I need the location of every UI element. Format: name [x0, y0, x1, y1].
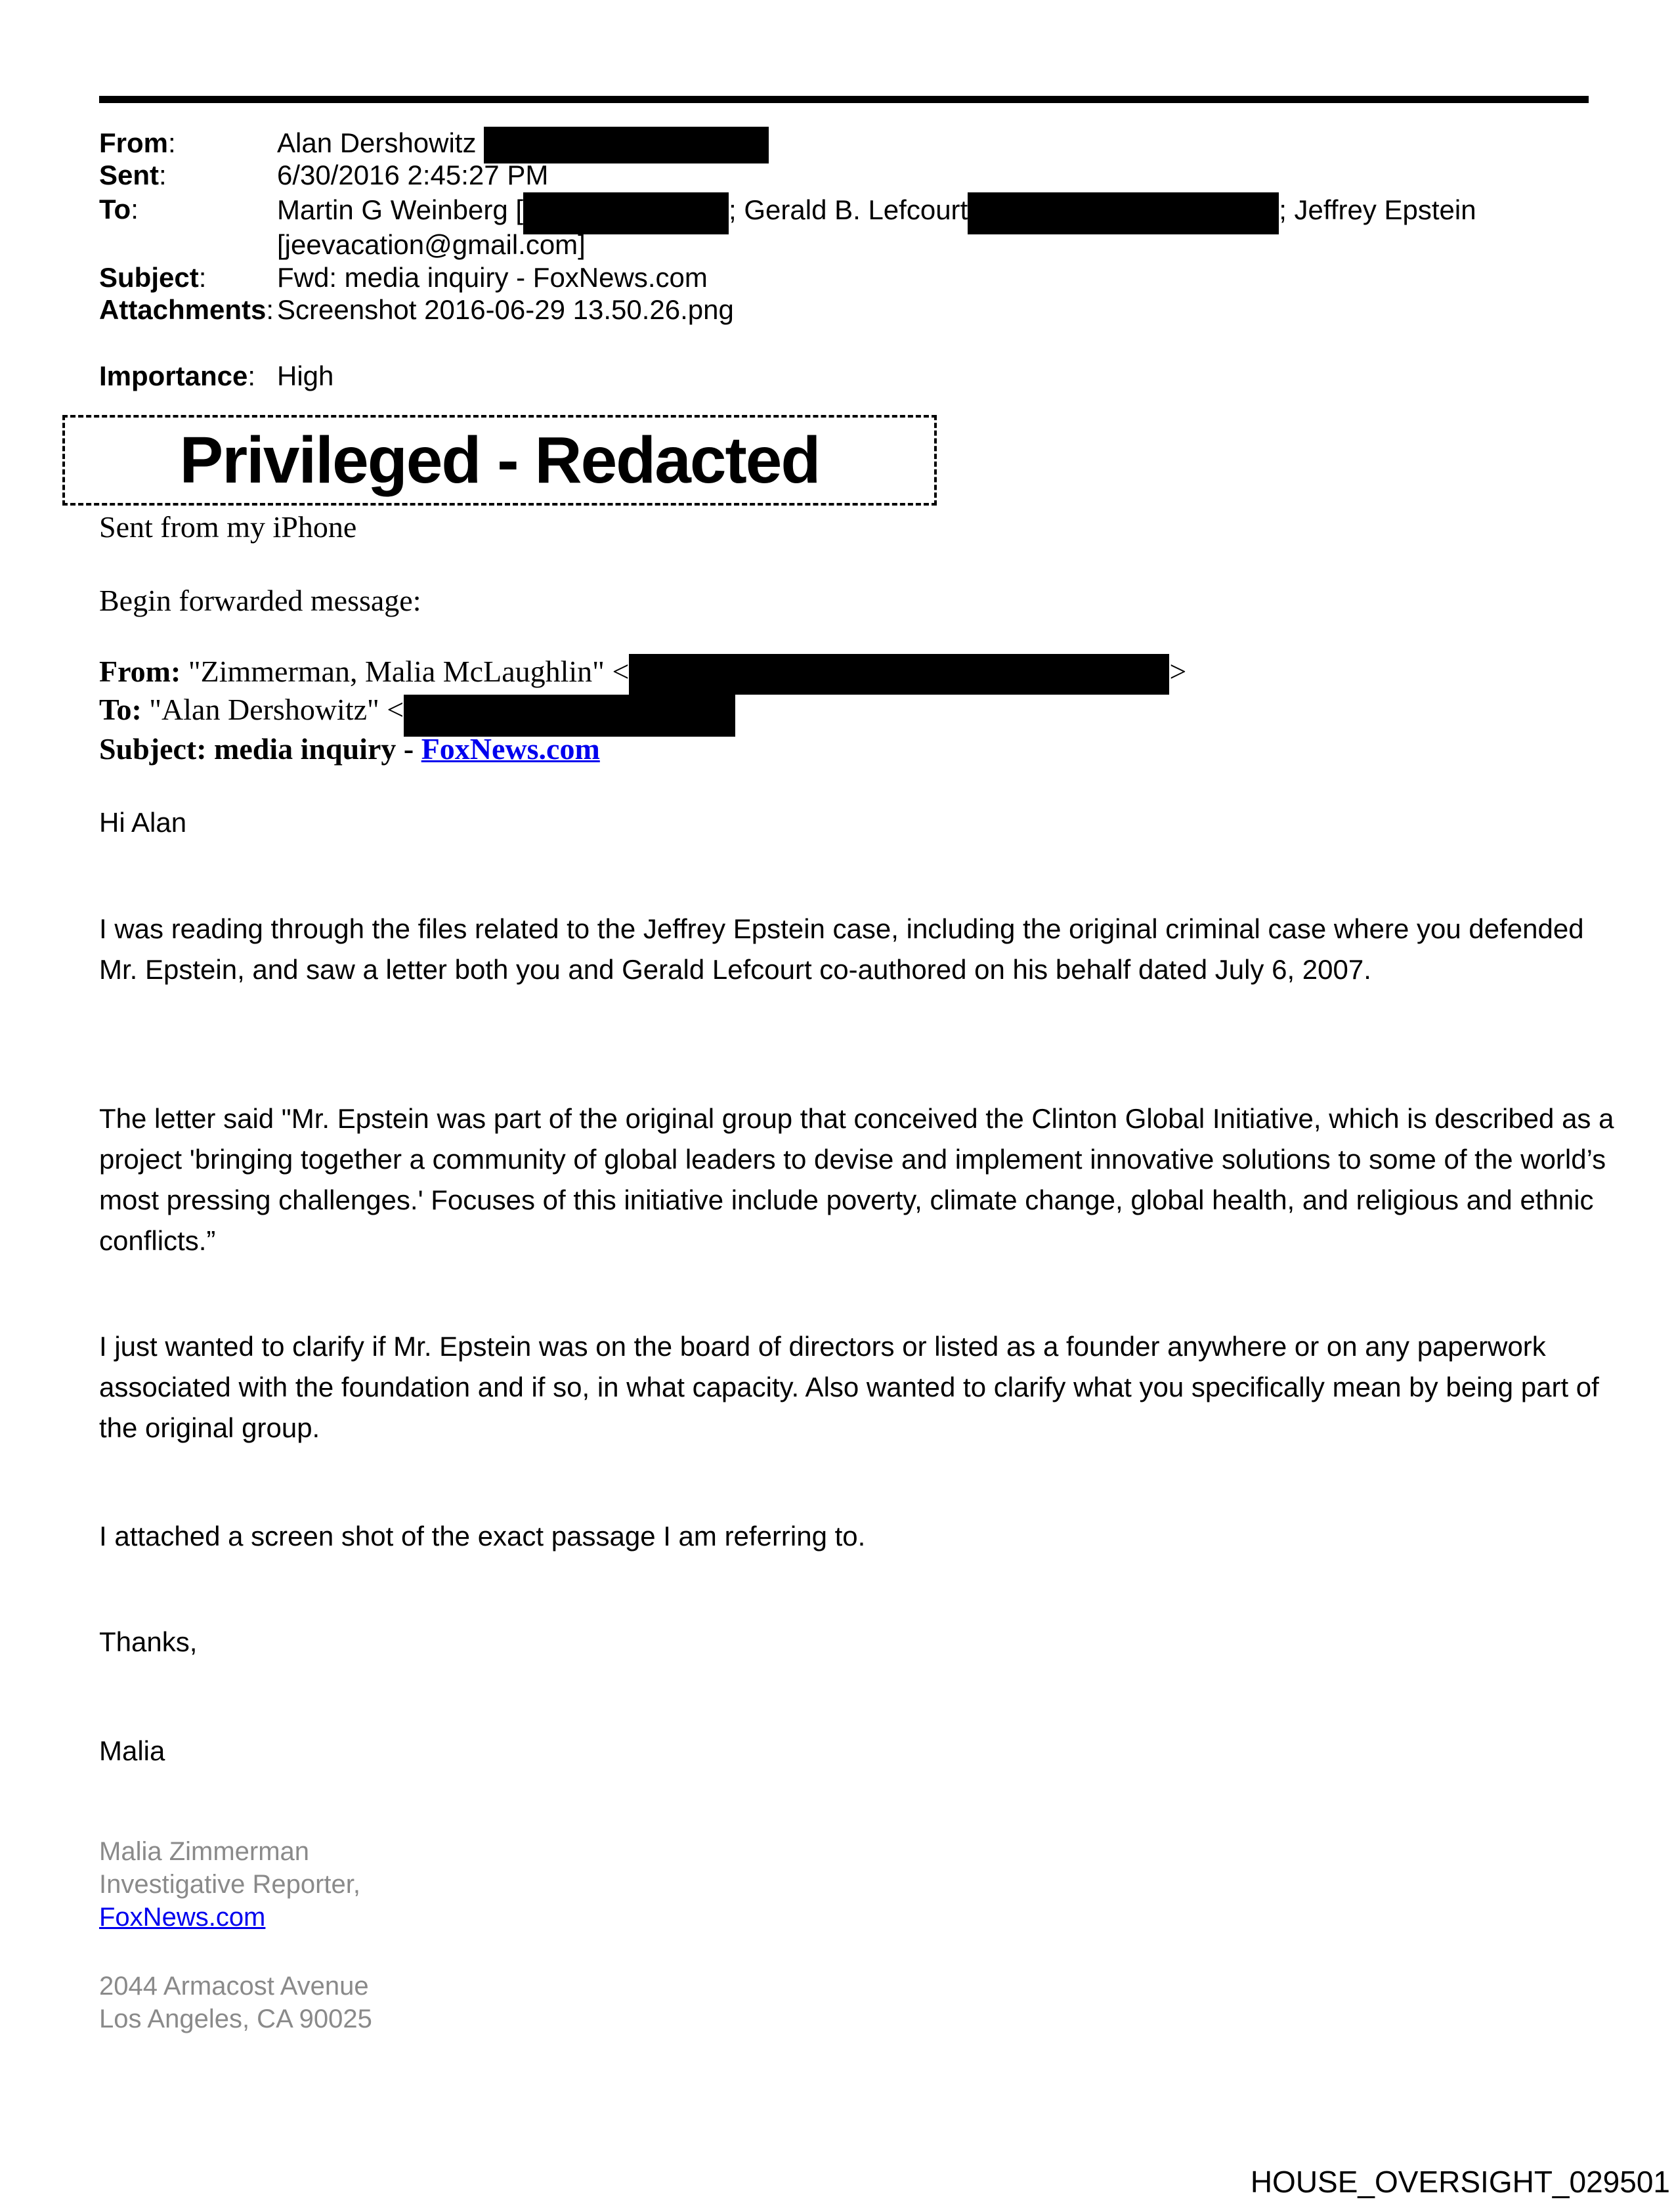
to-value-line1: Martin G Weinberg [ ; Gerald B. Lefcourt ; Jeffrey Epstein: [277, 192, 1476, 227]
subject-value: Fwd: media inquiry - FoxNews.com: [277, 262, 708, 293]
signature-title: Investigative Reporter,: [99, 1870, 360, 1899]
signature-name: Malia Zimmerman: [99, 1837, 310, 1866]
paragraph-1: I was reading through the files related to the Jeffrey Epstein case, including the original criminal case where you defended Mr. Epstein, and saw a letter both you and Gerald Lefcourt co-authored on his behalf dated July 6, 2007.: [99, 913, 1584, 985]
sent-from-iphone: Sent from my iPhone: [99, 510, 357, 544]
begin-forwarded-message: Begin forwarded message:: [99, 584, 421, 617]
from-value: Alan Dershowitz: [277, 126, 769, 160]
importance-label: Importance:: [99, 360, 256, 391]
header-divider-rule: [99, 96, 1589, 103]
importance-value: High: [277, 360, 334, 391]
fwd-from-line: From: "Zimmerman, Malia McLaughlin" < >: [99, 652, 1186, 691]
signature-address-line1: 2044 Armacost Avenue: [99, 1972, 369, 2001]
from-label: From:: [99, 127, 176, 158]
signature-address-line2: Los Angeles, CA 90025: [99, 2005, 372, 2033]
fwd-subject-line: Subject: media inquiry - FoxNews.com: [99, 732, 600, 766]
bates-number: HOUSE_OVERSIGHT_029501: [1250, 2165, 1670, 2199]
paragraph-2: The letter said "Mr. Epstein was part of the original group that conceived the Clinton Global Initiative, which is described as a project 'bringing together a community of global leaders to devise and implement innovative solutions to some of the world’s most pressing challenges.' Focuses of this initiative include poverty, climate change, global health, and religious and ethnic conflicts.”: [99, 1103, 1614, 1256]
signature-address: [99, 1970, 372, 2035]
to-label: To:: [99, 194, 139, 225]
privileged-redacted-stamp-text: Privileged - Redacted: [179, 423, 820, 497]
redaction-bar-to-2: [968, 192, 1279, 234]
signoff-name: Malia: [99, 1735, 165, 1766]
thanks-line: Thanks,: [99, 1626, 198, 1657]
paragraph-3: I just wanted to clarify if Mr. Epstein was on the board of directors or listed as a founder anywhere or on any paperwork associated with the foundation and if so, in what capacity. Also wanted to clarify what you specifically mean by being part of the original group.: [99, 1331, 1599, 1443]
foxnews-link-signature[interactable]: FoxNews.com: [99, 1903, 266, 1932]
subject-label: Subject:: [99, 262, 207, 293]
sent-value: 6/30/2016 2:45:27 PM: [277, 160, 549, 190]
greeting: Hi Alan: [99, 807, 187, 838]
signature-block: [99, 1835, 360, 1934]
redaction-bar-fwd-from: [629, 654, 1169, 695]
privileged-redacted-stamp: [62, 415, 937, 506]
foxnews-link-subject[interactable]: FoxNews.com: [421, 732, 600, 766]
to-value-line2: [jeevacation@gmail.com]: [277, 229, 586, 260]
fwd-to-line: To: "Alan Dershowitz" <: [99, 690, 735, 729]
sent-label: Sent:: [99, 160, 167, 190]
paragraph-4: I attached a screen shot of the exact passage I am referring to.: [99, 1521, 866, 1551]
attachments-label: Attachments:: [99, 294, 274, 325]
attachments-value: Screenshot 2016-06-29 13.50.26.png: [277, 294, 734, 325]
